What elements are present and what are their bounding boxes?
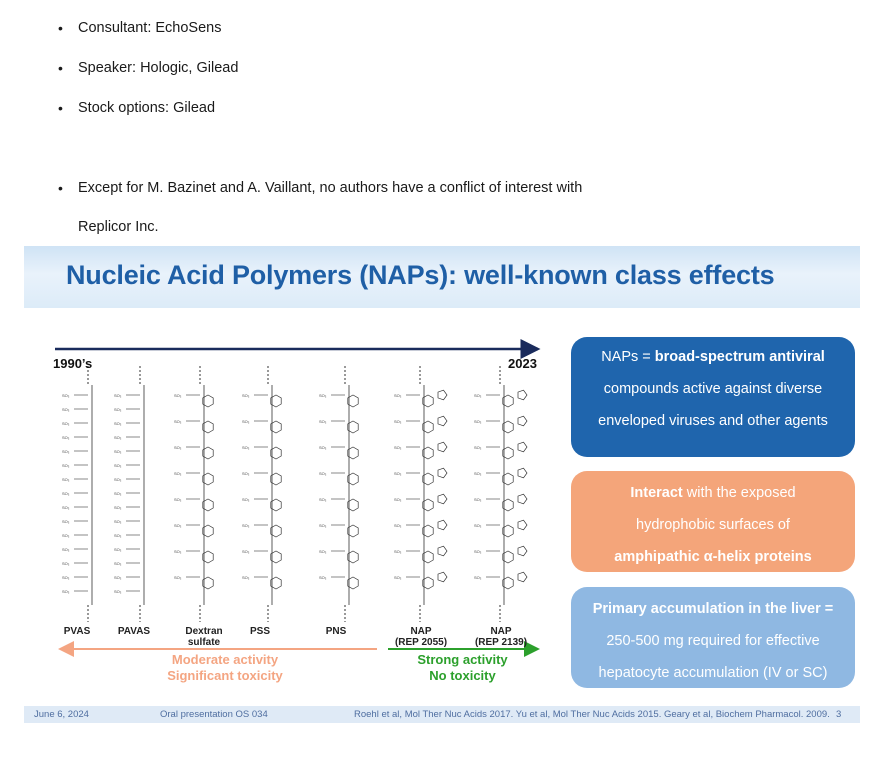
svg-text:SO₃: SO₃ [62,533,70,538]
bullet-text: Speaker: Hologic, Gilead [78,60,239,76]
box2-rest1: with the exposed [682,485,796,501]
polymer-chain-rep2055 [394,366,447,622]
svg-text:SO₃: SO₃ [474,549,482,554]
activity-left-line2: Significant toxicity [167,668,283,683]
timeline-end-label: 2023 [508,356,537,371]
svg-text:SO₃: SO₃ [474,393,482,398]
svg-text:SO₃: SO₃ [242,549,250,554]
svg-text:SO₃: SO₃ [319,497,327,502]
svg-text:SO₃: SO₃ [174,393,182,398]
svg-text:SO₃: SO₃ [242,445,250,450]
polymer-chain-pns [319,366,358,622]
svg-text:SO₃: SO₃ [62,505,70,510]
svg-text:SO₃: SO₃ [474,471,482,476]
slide-footer [24,706,860,723]
svg-text:SO₃: SO₃ [62,575,70,580]
moderate-activity-label [150,652,300,684]
slide-title: Nucleic Acid Polymers (NAPs): well-known class effects [66,260,775,290]
svg-text:SO₃: SO₃ [474,523,482,528]
box2-line2: hydrophobic surfaces of [636,517,790,533]
svg-text:SO₃: SO₃ [394,471,402,476]
svg-text:SO₃: SO₃ [114,575,122,580]
svg-text:SO₃: SO₃ [62,435,70,440]
structure-label-pvas: PVAS [63,626,91,637]
svg-text:SO₃: SO₃ [62,491,70,496]
info-box-interact [571,471,855,572]
svg-text:SO₃: SO₃ [394,575,402,580]
svg-text:SO₃: SO₃ [242,523,250,528]
bullet-dot-icon: • [58,180,63,196]
bullet-dot-icon: • [58,20,63,36]
svg-text:SO₃: SO₃ [474,575,482,580]
structure-label-pavas: PAVAS [117,626,151,637]
svg-text:SO₃: SO₃ [174,471,182,476]
svg-text:SO₃: SO₃ [114,421,122,426]
timeline-start-label: 1990’s [53,356,93,371]
svg-text:SO₃: SO₃ [174,419,182,424]
svg-text:SO₃: SO₃ [474,419,482,424]
box1-line2: compounds active against diverse [603,381,823,397]
svg-text:SO₃: SO₃ [474,497,482,502]
activity-right-line2: No toxicity [429,668,496,683]
bullet-text: Stock options: Gilead [78,100,216,116]
activity-right-line1: Strong activity [417,652,508,667]
svg-text:SO₃: SO₃ [319,575,327,580]
svg-text:SO₃: SO₃ [394,419,402,424]
svg-text:SO₃: SO₃ [62,463,70,468]
svg-text:SO₃: SO₃ [62,393,70,398]
svg-text:SO₃: SO₃ [394,549,402,554]
structure-label-pss: PSS [249,626,270,637]
footer-session: Oral presentation OS 034 [160,709,268,720]
svg-text:SO₃: SO₃ [62,589,70,594]
svg-text:SO₃: SO₃ [114,519,122,524]
box3-line3: hepatocyte accumulation (IV or SC) [598,665,828,681]
svg-text:SO₃: SO₃ [114,393,122,398]
svg-text:SO₃: SO₃ [319,419,327,424]
box1-line3: enveloped viruses and other agents [598,413,828,429]
svg-text:SO₃: SO₃ [114,463,122,468]
box1-prefix: NAPs = [601,349,655,365]
svg-text:SO₃: SO₃ [114,435,122,440]
structure-label-dextran-sulfate: Dextran sulfate [185,626,223,648]
box2-bold3: amphipathic α-helix proteins [614,549,812,565]
bullet-dot-icon: • [58,60,63,76]
structure-label-pns: PNS [325,626,347,637]
polymer-chain-pss [242,366,281,622]
polymer-chain-dextran [174,366,213,622]
svg-text:SO₃: SO₃ [174,549,182,554]
info-box-liver-accumulation [571,587,855,688]
svg-text:SO₃: SO₃ [62,547,70,552]
box3-bold1: Primary accumulation in the liver = [592,601,834,617]
svg-text:SO₃: SO₃ [394,445,402,450]
svg-text:SO₃: SO₃ [62,561,70,566]
bullet-text: Consultant: EchoSens [78,20,222,36]
svg-text:SO₃: SO₃ [114,589,122,594]
svg-text:SO₃: SO₃ [319,549,327,554]
polymer-chains [62,366,527,622]
svg-text:SO₃: SO₃ [394,523,402,528]
svg-text:SO₃: SO₃ [62,449,70,454]
bullet-dot-icon: • [58,100,63,116]
strong-activity-label [395,652,530,684]
svg-text:SO₃: SO₃ [174,497,182,502]
polymer-chain-pvas [62,366,92,622]
svg-text:SO₃: SO₃ [242,575,250,580]
svg-text:SO₃: SO₃ [114,491,122,496]
svg-text:SO₃: SO₃ [474,445,482,450]
info-box-broad-spectrum [571,337,855,457]
svg-text:SO₃: SO₃ [114,547,122,552]
svg-text:SO₃: SO₃ [319,523,327,528]
box3-line2: 250-500 mg required for effective [606,633,820,649]
svg-text:SO₃: SO₃ [114,449,122,454]
svg-text:SO₃: SO₃ [394,393,402,398]
svg-text:SO₃: SO₃ [242,471,250,476]
svg-text:SO₃: SO₃ [174,445,182,450]
svg-text:SO₃: SO₃ [174,523,182,528]
bullet-text: Except for M. Bazinet and A. Vaillant, no authors have a conflict of interest with [78,180,583,196]
footer-references: Roehl et al, Mol Ther Nuc Acids 2017. Yu et al, Mol Ther Nuc Acids 2015. Geary et al, Biochem Pharmacol. 2009. [354,709,830,720]
svg-text:SO₃: SO₃ [114,561,122,566]
structure-label-rep2139: NAP (REP 2139) [474,626,528,648]
svg-text:SO₃: SO₃ [242,393,250,398]
footer-date: June 6, 2024 [34,709,89,720]
footer-page-number: 3 [836,709,842,720]
svg-text:SO₃: SO₃ [114,477,122,482]
box1-bold: broad-spectrum antiviral [654,349,825,365]
svg-text:SO₃: SO₃ [319,471,327,476]
svg-text:SO₃: SO₃ [242,497,250,502]
svg-text:SO₃: SO₃ [62,519,70,524]
polymer-chain-rep2139 [474,366,527,622]
svg-text:SO₃: SO₃ [62,407,70,412]
svg-text:SO₃: SO₃ [62,421,70,426]
svg-text:SO₃: SO₃ [319,393,327,398]
box2-bold1: Interact [630,485,683,501]
svg-text:SO₃: SO₃ [62,477,70,482]
svg-text:SO₃: SO₃ [114,533,122,538]
activity-left-line1: Moderate activity [171,652,279,667]
svg-text:SO₃: SO₃ [319,445,327,450]
svg-text:SO₃: SO₃ [394,497,402,502]
svg-text:SO₃: SO₃ [174,575,182,580]
svg-text:SO₃: SO₃ [114,505,122,510]
polymer-chain-pavas [114,366,144,622]
structure-label-rep2055: NAP (REP 2055) [394,626,448,648]
svg-text:SO₃: SO₃ [114,407,122,412]
svg-text:SO₃: SO₃ [242,419,250,424]
bullet-continuation: Replicor Inc. [78,219,159,235]
